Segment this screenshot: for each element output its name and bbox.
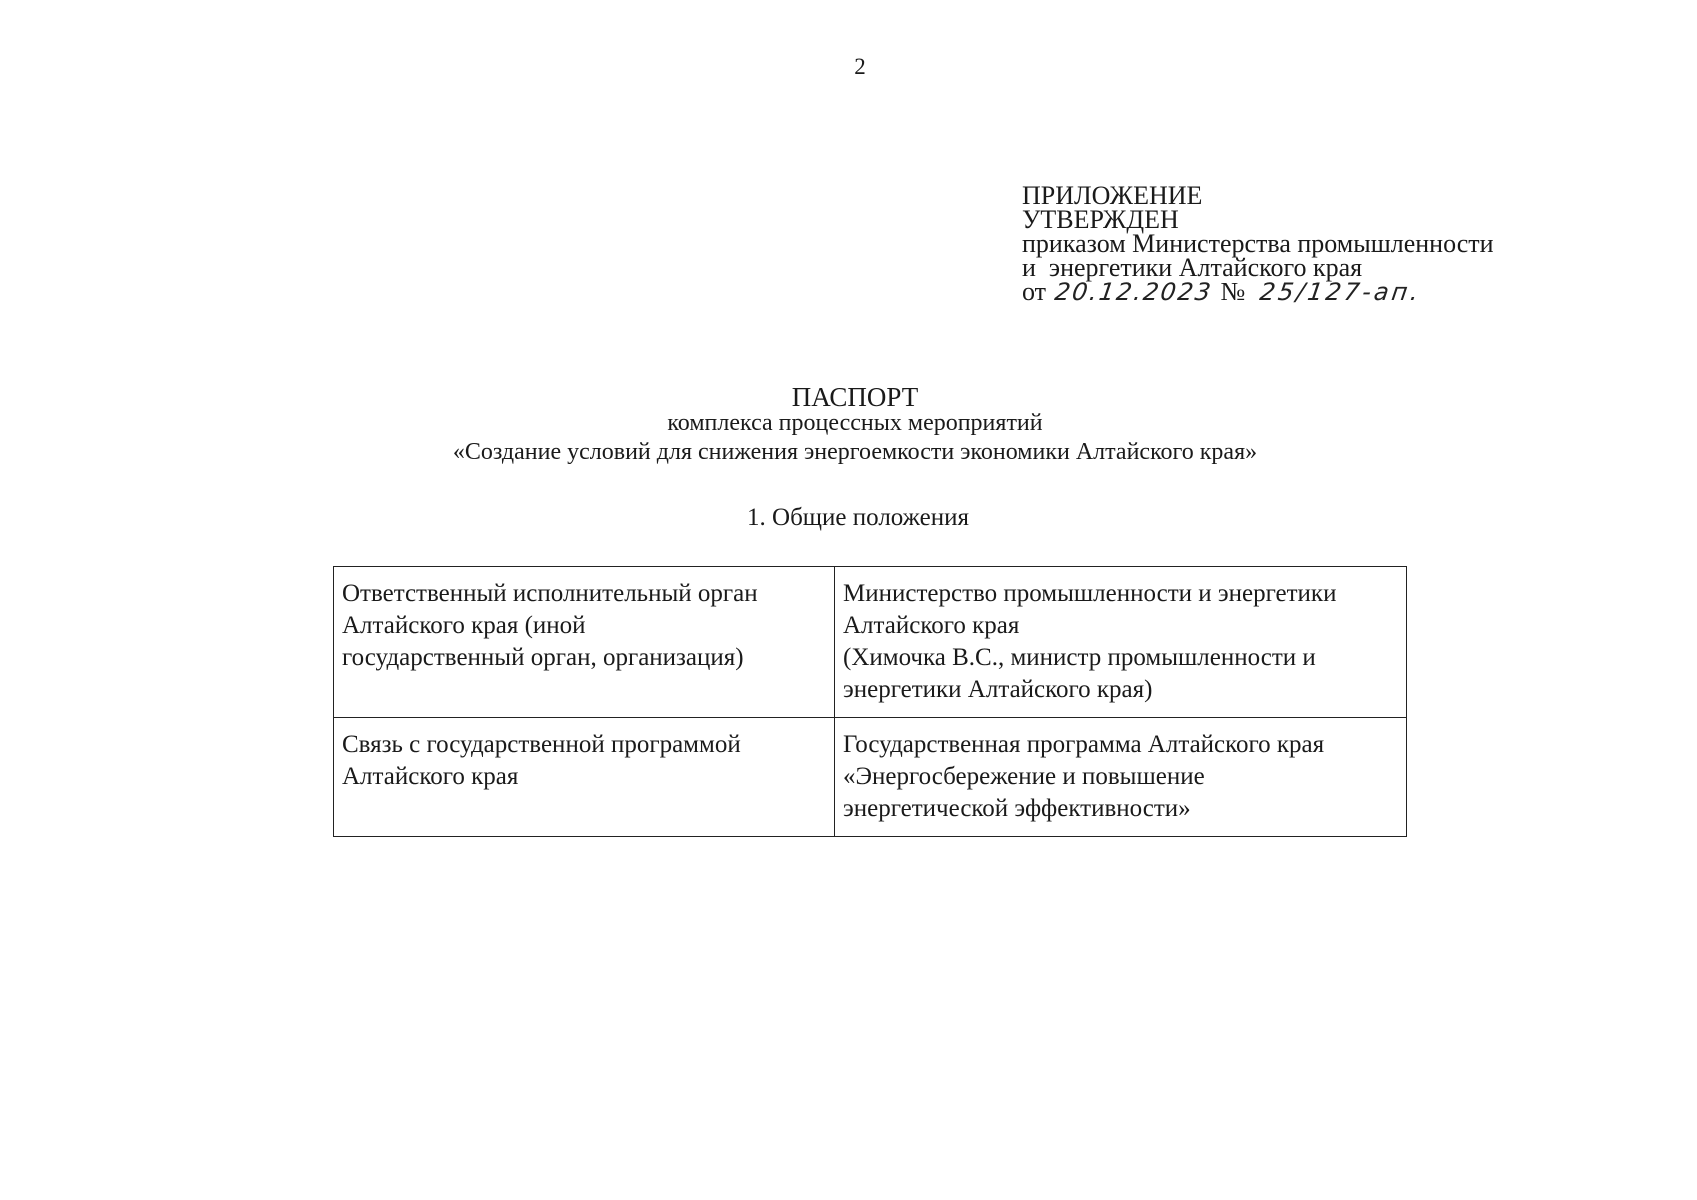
table-label-cell [334,718,835,837]
cell-text-line: (Химочка В.С., министр промышленности и [843,644,1316,671]
page-number: 2 [854,54,866,79]
cell-text-line: энергетики Алтайского края) [843,676,1153,703]
approved-label: УТВЕРЖДЕН [1022,205,1179,234]
order-line-2: и энергетики Алтайского края [1022,253,1363,282]
title-passport: ПАСПОРТ [791,382,919,412]
table-label-cell [334,567,835,718]
cell-text-line: Министерство промышленности и энергетики [843,580,1337,607]
cell-text-line: энергетической эффективности» [843,795,1191,822]
title-program-name: «Создание условий для снижения энергоемкости экономики Алтайского края» [452,439,1258,465]
table-value-cell [835,567,1407,718]
table-row [334,567,1407,718]
document-title [0,384,1697,469]
handwritten-date: 20.12.2023 [1052,278,1214,306]
order-line-1: приказом Министерства промышленности [1022,229,1494,258]
general-provisions-table [333,566,1407,837]
cell-text-line: Алтайского края [843,612,1020,639]
number-sign: № [1220,277,1246,306]
appendix-label: ПРИЛОЖЕНИЕ [1022,181,1203,210]
section-heading: 1. Общие положения [747,504,969,531]
cell-text-line: государственный орган, организация) [342,644,744,671]
cell-text-line: Государственная программа Алтайского края [843,731,1325,758]
approval-stamp-block [1022,181,1494,306]
cell-text-line: Алтайского края [342,763,519,790]
table-row [334,718,1407,837]
cell-text-line: Связь с государственной программой [342,731,741,758]
cell-text-line: «Энергосбережение и повышение [843,763,1205,790]
title-complex: комплекса процессных мероприятий [667,410,1043,436]
order-date-number-line [1022,277,1494,306]
handwritten-order-number: 25/127-ап. [1257,278,1423,306]
cell-text-line: Ответственный исполнительный орган [342,580,758,607]
date-prefix: от [1022,277,1047,306]
cell-text-line: Алтайского края (иной [342,612,586,639]
table-value-cell [835,718,1407,837]
